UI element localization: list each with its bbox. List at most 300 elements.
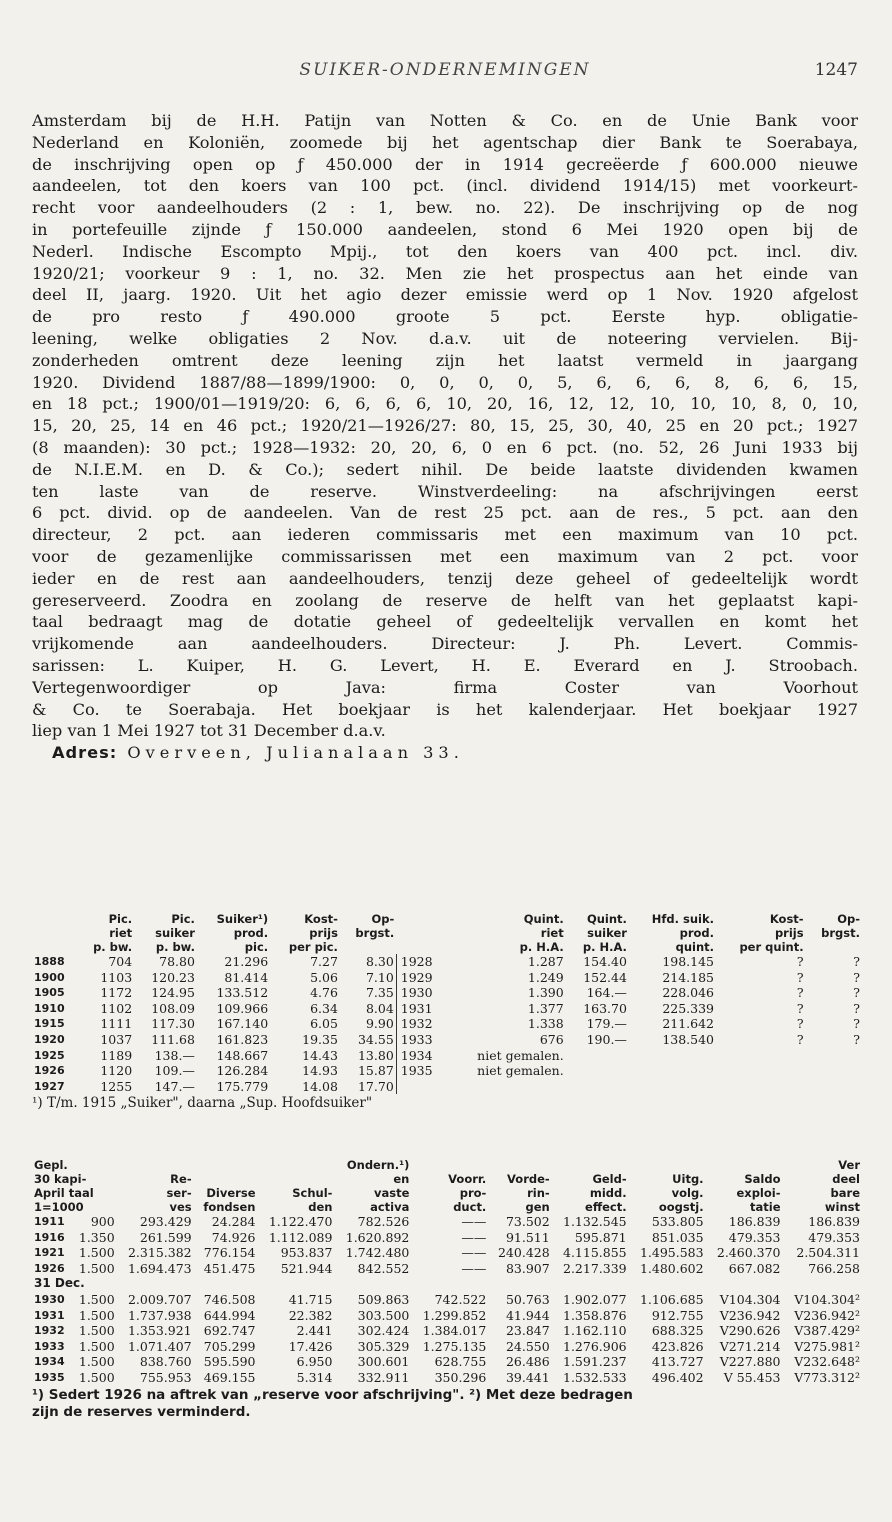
table-header-row [32,1158,862,1172]
header-cell: prod. [679,926,715,940]
body-line: 1920/21; voorkeur 9 : 1, no. 32. Men zie het prospectus aan het einde van [32,263,858,283]
table-cell: 1.902.077 [563,1291,627,1307]
table-cell: 8.30 [365,954,394,969]
table-header-row [32,1186,862,1200]
header-cell [32,940,78,954]
table-cell: 305.329 [357,1338,410,1354]
table-cell: 1900 [34,970,65,984]
address-label: Adres: [52,743,118,763]
header-cell: tatie [750,1200,781,1214]
body-line: recht voor aandeelhouders (2 : 1, bew. no. 22). De inschrijving op de nog [32,198,858,218]
table-cell: 1930 [34,1292,65,1306]
header-cell [411,1158,488,1172]
header-cell: per quint. [739,940,804,954]
header-cell: Hfd. suik. [651,912,715,926]
header-cell: winst [824,1200,860,1214]
header-cell [806,940,862,954]
header-cell: rin- [527,1186,550,1200]
table-cell: 1.122.470 [268,1214,333,1229]
table-cell: 1934 [34,1355,65,1369]
body-line: in portefeuille zijnde ƒ 150.000 aandeelen, stond 6 Mei 1920 open bij de [32,219,858,239]
table-cell: 451.475 [203,1260,256,1276]
table-cell: 1926 [34,1064,65,1078]
header-cell [552,1158,629,1172]
table-cell: 595.871 [574,1229,627,1245]
header-cell: midd. [589,1186,627,1200]
table-cell: 2.441 [296,1323,333,1339]
table-cell: 186.839 [728,1214,781,1229]
table-cell: 692.747 [203,1323,256,1339]
table-cell: 1926 [34,1261,65,1275]
table-cell [629,1063,716,1079]
table-cell: 109.966 [216,1000,269,1016]
table-cell: 303.500 [357,1307,410,1323]
body-line: leening, welke obligaties 2 Nov. d.a.v. uit de noteering vervielen. Bij- [32,328,858,348]
header-cell: ves [169,1200,192,1214]
table-row [32,970,862,986]
table-cell: 2.315.382 [127,1245,192,1261]
table-cell: 1932 [396,1016,446,1032]
header-cell: effect. [585,1200,627,1214]
table-cell: 23.847 [505,1323,550,1339]
table-cell: 22.382 [288,1307,333,1323]
table-row [32,954,862,970]
table-cell: —— [461,1229,487,1245]
table-cell: 688.325 [651,1323,704,1339]
table-cell: 14.43 [302,1047,338,1063]
table-cell: ? [853,969,860,985]
header-cell: pro- [459,1186,487,1200]
table-cell: 1103 [100,969,133,985]
table-row [32,1048,862,1064]
header-cell: Quint. [523,912,564,926]
table-section-row [32,1276,862,1292]
table-cell: 1.377 [527,1000,564,1016]
table-cell: 676 [539,1031,564,1047]
table-cell: 164.— [586,985,627,1001]
table-cell: 1.338 [527,1016,564,1032]
body-text [32,110,858,764]
table-cell: 41.944 [505,1307,550,1323]
table-cell: 124.95 [151,985,195,1001]
table-cell: 1120 [100,1063,133,1079]
table-cell: ? [853,954,860,969]
table-cell: 1931 [34,1308,65,1322]
table-cell: 2.217.339 [563,1260,627,1276]
body-line: 15, 20, 25, 14 en 46 pct.; 1920/21—1926/27: 80, 15, 25, 30, 40, 25 en 20 pct.; 1927 [32,416,858,436]
table-cell: 1915 [34,1017,65,1031]
table-cell: 1.500 [78,1260,115,1276]
table-header-row [32,1172,862,1186]
body-line: vrijkomende aan aandeelhouders. Directeur: J. Ph. Levert. Commis- [32,634,858,654]
table-cell: V236.942² [794,1307,860,1323]
table-cell: 1111 [100,1016,133,1032]
body-line: Vertegenwoordiger op Java: firma Coster van Voorhout [32,677,858,697]
table-header-row [32,912,862,926]
table-row [32,1261,862,1277]
table-cell: 152.44 [583,969,627,985]
section-label: 31 Dec. [34,1276,85,1291]
table-cell: 742.522 [434,1291,487,1307]
table-cell: 1.500 [78,1354,115,1370]
body-line: 1920. Dividend 1887/88—1899/1900: 0, 0, 0, 0, 5, 6, 6, 6, 8, 6, 6, 15, [32,372,858,392]
table-cell [629,1079,716,1095]
table-cell: 1929 [396,970,446,986]
table-cell: 26.486 [505,1354,550,1370]
header-cell: p. bw. [93,940,133,954]
table-cell: 1.162.110 [563,1323,627,1339]
table-cell: V275.981² [794,1338,860,1354]
table-cell: 1.620.892 [345,1229,410,1245]
header-cell: Quint. [586,912,627,926]
body-line: gereserveerd. Zoodra en zoolang de reserve de helft van het geplaatst kapi- [32,590,858,610]
balance-table [32,1158,862,1421]
table-cell: 17.70 [357,1078,394,1094]
header-cell: vaste [373,1186,410,1200]
table-cell: 148.667 [216,1047,269,1063]
header-cell [396,940,446,954]
header-cell [194,1172,258,1186]
table-cell: 154.40 [583,954,627,969]
table-cell: 138.540 [662,1031,715,1047]
table-cell: 6.05 [310,1016,338,1032]
header-cell: pic. [244,940,269,954]
table-cell: 838.760 [139,1354,192,1370]
table-header-row [32,940,862,954]
table-cell: ? [796,1016,804,1032]
table-cell: 782.526 [357,1214,410,1229]
table-header-row [32,926,862,940]
table-cell: 214.185 [662,969,715,985]
body-line: voor de gezamenlijke commissarissen met een maximum van 2 pct. voor [32,546,858,566]
header-cell: brgst. [355,926,395,940]
table-cell: 83.907 [505,1260,550,1276]
table-cell: 1189 [100,1047,133,1063]
header-cell [396,912,446,926]
table-cell: 34.55 [357,1031,394,1047]
header-cell: deel [832,1172,860,1186]
table-cell: 755.953 [139,1369,192,1385]
table-row [32,1214,862,1230]
table-row [32,1032,862,1048]
table-cell [806,1063,862,1079]
table-cell: 1916 [34,1230,65,1244]
table-cell: 1905 [34,986,65,1000]
table-cell: 7.27 [310,954,338,969]
table-row [32,1079,862,1095]
production-table-grid [32,912,862,1094]
header-cell: Saldo [744,1172,781,1186]
table-cell: 1.249 [527,969,564,985]
table-cell: 21.296 [224,954,269,969]
table-cell: 1920 [34,1032,65,1046]
table-cell: 1.500 [78,1338,115,1354]
table-cell [716,1048,806,1064]
table-cell: 225.339 [662,1000,715,1016]
table-cell: 147.— [154,1078,195,1094]
table-cell: 120.23 [151,969,195,985]
table-cell: 133.512 [216,985,269,1001]
table-cell: 350.296 [434,1369,487,1385]
header-cell: p. H.A. [582,940,627,954]
table-cell: V271.214 [719,1338,781,1354]
header-cell: Schul- [292,1186,333,1200]
table-cell: 1.275.135 [422,1338,487,1354]
page-number: 1247 [814,60,858,80]
table-cell [396,1079,446,1095]
header-cell [706,1158,783,1172]
table-cell [566,1048,629,1064]
table-cell: 766.258 [808,1260,860,1276]
table-cell: V387.429² [794,1323,860,1339]
table-cell: 1.071.407 [127,1338,192,1354]
header-cell: Re- [170,1172,192,1186]
header-cell: 30 kapi- [34,1172,87,1186]
table-cell: 469.155 [203,1369,256,1385]
header-cell: riet [540,926,564,940]
table-cell: 1911 [34,1215,65,1228]
body-line: liep van 1 Mei 1927 tot 31 December d.a.v. [32,721,386,741]
header-cell: brgst. [821,926,860,940]
header-cell: Vorde- [507,1172,550,1186]
table-cell: 163.70 [583,1000,627,1016]
table-cell: V236.942 [719,1307,781,1323]
table-cell: 1.112.089 [268,1229,333,1245]
table-cell: 161.823 [216,1031,269,1047]
table-cell: 644.994 [203,1307,256,1323]
table-cell: 1.500 [78,1245,115,1261]
table-cell: 6.34 [310,1000,338,1016]
table-cell: 81.414 [224,969,269,985]
table-row [32,1245,862,1261]
table-cell: 2.460.370 [716,1245,781,1261]
table-cell: 74.926 [211,1229,256,1245]
header-cell: volg. [671,1186,704,1200]
table-cell: 302.424 [357,1323,410,1339]
table-cell: —— [461,1260,487,1276]
table-cell: 1933 [34,1339,65,1353]
table-cell: 261.599 [139,1229,192,1245]
table-cell: 1.500 [78,1323,115,1339]
table-cell: ? [796,969,804,985]
header-cell: per pic. [288,940,338,954]
header-cell: Ver [838,1158,860,1172]
table-cell: 19.35 [302,1031,338,1047]
table-cell: 1888 [34,955,65,968]
table-cell: 1102 [100,1000,133,1016]
table-cell: 211.642 [662,1016,715,1032]
table-cell: 1.106.685 [639,1291,704,1307]
header-cell [194,1158,258,1172]
table-cell [566,1063,629,1079]
table-cell: 1037 [100,1031,133,1047]
table-cell: 1.276.906 [563,1338,627,1354]
header-cell: fondsen [203,1200,256,1214]
header-cell: Uitg. [672,1172,704,1186]
table-cell [716,1063,806,1079]
body-line: en 18 pct.; 1900/01—1919/20: 6, 6, 6, 6, 10, 20, 16, 12, 12, 10, 10, 10, 8, 0, 10, [32,394,858,414]
table-cell: 413.727 [651,1354,704,1370]
balance-table-grid [32,1158,862,1386]
production-table-footnote: ¹) T/m. 1915 „Suiker", daarna „Sup. Hoofdsuiker" [32,1095,373,1112]
table-row [32,1323,862,1339]
address-line [32,742,858,764]
table-cell: ? [796,1000,804,1016]
balance-table-footnote-2: zijn de reserves verminderd. [32,1404,251,1421]
header-cell: Kost- [304,912,338,926]
table-cell: ? [853,1016,860,1032]
body-line: directeur, 2 pct. aan iederen commissaris met een maximum van 10 pct. [32,525,858,545]
table-row [32,1354,862,1370]
production-table [32,912,862,1112]
table-cell: 1.591.237 [563,1354,627,1370]
table-row [32,1230,862,1246]
table-cell: 8.04 [365,1000,394,1016]
header-cell: Voorr. [448,1172,487,1186]
body-line: de N.I.E.M. en D. & Co.); sedert nihil. De beide laatste dividenden kwamen [32,459,858,479]
table-cell: 1.532.533 [563,1369,627,1385]
page-header [32,60,858,86]
table-cell: 1172 [100,985,133,1001]
table-cell: 198.145 [662,954,715,969]
table-cell: 1.495.583 [639,1245,704,1261]
table-cell: V104.304 [719,1291,781,1307]
table-cell: 39.441 [505,1369,550,1385]
body-line: deel II, jaarg. 1920. Uit het agio dezer emissie werd op 1 Nov. 1920 afgelost [32,285,858,305]
table-cell [806,1048,862,1064]
table-cell: 1933 [396,1032,446,1048]
table-cell: 776.154 [203,1245,256,1261]
body-line: Amsterdam bij de H.H. Patijn van Notten & Co. en de Unie Bank voor [32,111,858,130]
body-line: aandeelen, tot den koers van 100 pct. (incl. dividend 1914/15) met voorkeurt- [32,176,858,196]
table-cell [806,1079,862,1095]
header-cell: riet [109,926,133,940]
header-cell [32,926,78,940]
table-row [32,1339,862,1355]
table-row [32,1016,862,1032]
body-line: & Co. te Soerabaja. Het boekjaar is het kalenderjaar. Het boekjaar 1927 [32,699,858,719]
table-cell [716,1079,806,1095]
table-cell: 628.755 [434,1354,487,1370]
body-line: Nederl. Indische Escompto Mpij., tot den koers van 400 pct. incl. div. [32,241,858,261]
table-cell: 423.826 [651,1338,704,1354]
table-cell: 91.511 [505,1229,550,1245]
header-cell: Gepl. [34,1158,68,1172]
table-cell [629,1048,716,1064]
table-cell: 293.429 [139,1214,192,1229]
table-cell: 509.863 [357,1291,410,1307]
table-cell: V290.626 [719,1323,781,1339]
table-cell: niet gemalen. [477,1063,564,1079]
header-cell: Kost- [769,912,804,926]
table-cell: 746.508 [203,1291,256,1307]
header-cell: Pic. [108,912,133,926]
table-cell: 1.390 [527,985,564,1001]
table-cell: 1930 [396,985,446,1001]
header-cell [117,1158,194,1172]
body-line: 6 pct. divid. op de aandeelen. Van de rest 25 pct. aan de res., 5 pct. aan den [32,503,858,523]
header-cell: suiker [155,926,195,940]
table-cell: 109.— [154,1063,195,1079]
table-cell: 126.284 [216,1063,269,1079]
body-line: ten laste van de reserve. Winstverdeeling: na afschrijvingen eerst [32,481,858,501]
table-cell: 240.428 [497,1245,550,1261]
body-line: sarissen: L. Kuiper, H. G. Levert, H. E. Everard en J. Stroobach. [32,655,858,675]
body-line: zonderheden omtrent deze leening zijn het laatst vermeld in jaargang [32,350,858,370]
header-cell: duct. [453,1200,487,1214]
table-cell: 1.742.480 [345,1245,410,1261]
table-cell: 1.299.852 [422,1307,487,1323]
table-cell: 1935 [34,1370,65,1384]
table-cell: 7.35 [365,985,394,1001]
table-cell: 175.779 [216,1078,269,1094]
table-cell: 1934 [396,1048,446,1064]
header-cell: Suiker¹) [216,912,269,926]
table-cell: 1921 [34,1246,65,1260]
table-cell: 24.284 [211,1214,256,1229]
header-cell [629,1158,706,1172]
table-cell: 332.911 [357,1369,410,1385]
table-cell: 1.480.602 [639,1260,704,1276]
table-cell: V232.648² [794,1354,860,1370]
address-value: Overveen, Julianalaan 33. [117,743,464,763]
table-cell: 300.601 [357,1354,410,1370]
header-cell: Op- [371,912,395,926]
table-cell: 1.384.017 [422,1323,487,1339]
table-cell: ? [853,1000,860,1016]
header-cell: Pic. [171,912,195,926]
header-cell: prod. [233,926,269,940]
table-cell: ? [853,1031,860,1047]
table-cell: 5.06 [310,969,338,985]
table-cell: 851.035 [651,1229,704,1245]
table-cell: V104.304² [794,1291,860,1307]
header-cell: activa [370,1200,410,1214]
table-cell: 138.— [154,1047,195,1063]
table-cell: 1.353.921 [127,1323,192,1339]
header-cell: Op- [837,912,860,926]
table-cell: 1.132.545 [563,1214,627,1229]
table-cell: ? [796,985,804,1001]
table-cell: 953.837 [280,1245,333,1261]
table-cell: 1935 [396,1063,446,1079]
table-row [32,1308,862,1324]
table-cell [566,1079,629,1095]
table-cell: 14.93 [302,1063,338,1079]
table-cell: 78.80 [159,954,195,969]
header-cell: bare [830,1186,860,1200]
table-cell: 13.80 [357,1047,394,1063]
table-cell: —— [461,1245,487,1261]
table-cell: 1.358.876 [563,1307,627,1323]
table-cell: 1931 [396,1001,446,1017]
running-title: SUIKER-ONDERNEMINGEN [299,60,591,80]
table-cell: 595.590 [203,1354,256,1370]
table-cell: ? [853,985,860,1001]
header-cell: exploi- [736,1186,781,1200]
table-cell: 5.314 [296,1369,333,1385]
table-cell: 900 [90,1214,115,1229]
table-cell: 9.90 [365,1016,394,1032]
table-cell: 1910 [34,1001,65,1015]
table-cell: 7.10 [365,969,394,985]
table-cell: 704 [108,954,133,969]
table-cell: 186.839 [808,1214,860,1229]
table-header-row [32,1200,862,1214]
table-cell: 4.76 [310,985,338,1001]
table-row [32,1001,862,1017]
table-row [32,1292,862,1308]
